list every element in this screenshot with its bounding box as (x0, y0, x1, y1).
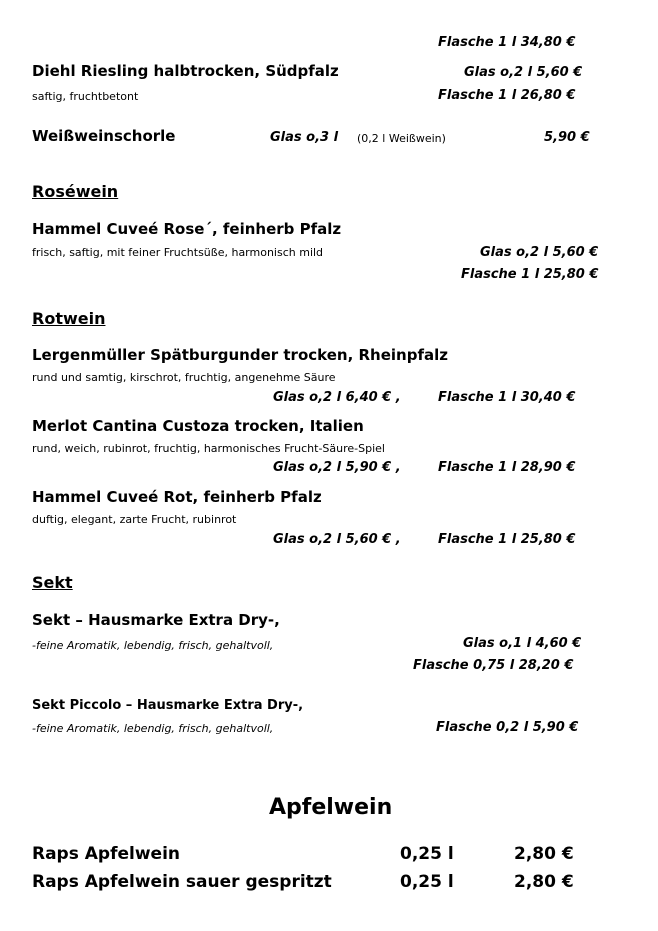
section-title-rosewein: Roséwein (32, 182, 119, 201)
wine-description: rund, weich, rubinrot, fruchtig, harmonisches Frucht-Säure-Spiel (32, 442, 385, 455)
price-glass: Glas o,2 l 5,60 € (464, 65, 583, 80)
price: 5,90 € (544, 130, 590, 145)
wine-description: duftig, elegant, zarte Frucht, rubinrot (32, 513, 237, 526)
price-bottle: Flasche 1 l 30,40 € (438, 390, 576, 405)
price-glass: Glas o,1 l 4,60 € (463, 636, 582, 651)
price-glass: Glas o,3 l (270, 130, 339, 145)
wine-name: Sekt – Hausmarke Extra Dry-, (32, 611, 280, 629)
cider-size: 0,25 l (400, 872, 454, 892)
price-glass: Glas o,2 l 6,40 € , (273, 390, 401, 405)
price-bottle: Flasche 1 l 25,80 € (461, 267, 599, 282)
section-title-rotwein: Rotwein (32, 309, 106, 328)
price-bottle: Flasche 1 l 28,90 € (438, 460, 576, 475)
wine-description: saftig, fruchtbetont (32, 90, 139, 103)
price-glass: Glas o,2 l 5,60 € , (273, 532, 401, 547)
wine-name: Weißweinschorle (32, 127, 176, 145)
cider-price: 2,80 € (514, 844, 574, 864)
wine-description: -feine Aromatik, lebendig, frisch, gehaltvoll, (32, 639, 274, 652)
price-bottle: Flasche 1 l 34,80 € (438, 35, 576, 50)
wine-name: Hammel Cuveé Rose´, feinherb Pfalz (32, 220, 342, 238)
wine-name: Hammel Cuveé Rot, feinherb Pfalz (32, 488, 322, 506)
section-title-sekt: Sekt (32, 573, 73, 592)
price-bottle: Flasche 0,2 l 5,90 € (436, 720, 579, 735)
price-bottle: Flasche 1 l 26,80 € (438, 88, 576, 103)
wine-name: Sekt Piccolo – Hausmarke Extra Dry-, (32, 698, 304, 713)
wine-name: Merlot Cantina Custoza trocken, Italien (32, 417, 364, 435)
wine-description: frisch, saftig, mit feiner Fruchtsüße, harmonisch mild (32, 246, 324, 259)
price-glass: Glas o,2 l 5,60 € (480, 245, 599, 260)
wine-name: Diehl Riesling halbtrocken, Südpfalz (32, 62, 339, 80)
cider-name: Raps Apfelwein sauer gespritzt (32, 872, 332, 892)
cider-name: Raps Apfelwein (32, 844, 181, 864)
wine-description: -feine Aromatik, lebendig, frisch, gehaltvoll, (32, 722, 274, 735)
price-bottle: Flasche 1 l 25,80 € (438, 532, 576, 547)
price-bottle: Flasche 0,75 l 28,20 € (413, 658, 574, 673)
section-title-apfelwein: Apfelwein (269, 795, 393, 820)
price-glass: Glas o,2 l 5,90 € , (273, 460, 401, 475)
wine-name: Lergenmüller Spätburgunder trocken, Rheinpfalz (32, 346, 448, 364)
serving-note: (0,2 l Weißwein) (357, 132, 446, 145)
cider-price: 2,80 € (514, 872, 574, 892)
cider-size: 0,25 l (400, 844, 454, 864)
wine-description: rund und samtig, kirschrot, fruchtig, angenehme Säure (32, 371, 336, 384)
